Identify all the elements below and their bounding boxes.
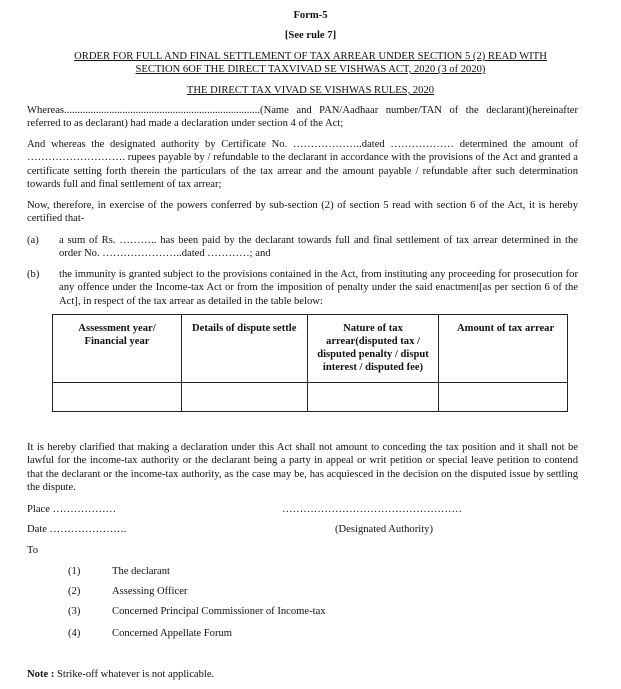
rule-reference: [See rule 7] <box>284 30 337 41</box>
header-nature-of-tax-arrear: Nature of tax arrear(disputed tax / disputed penalty / disput interest / disputed fee) <box>308 315 439 383</box>
table-cell[interactable] <box>53 383 182 412</box>
table-cell[interactable] <box>308 383 439 412</box>
header-details-of-dispute: Details of dispute settle <box>182 315 308 383</box>
date-field: Date …………………. <box>27 524 127 535</box>
now-therefore-paragraph: Now, therefore, in exercise of the powers conferred by sub-section (2) of section 5 read with section 6 of the Act, it is hereby certified that- <box>27 200 578 225</box>
header-amount-of-tax-arrear: Amount of tax arrear <box>439 315 568 383</box>
header-assessment-year: Assessment year/ Financial year <box>53 315 182 383</box>
place-field: Place ……………… <box>27 504 117 515</box>
form-title: Form-5 <box>293 10 328 21</box>
table-row <box>53 383 568 412</box>
clause-b-text: the immunity is granted subject to the provisions contained in the Act, from instituting any proceeding for prosecution for any offence under the Income-tax Act or from the imposition of penalty under the said enactment[as per section 6 of the Act], in respect of the tax arrear as detailed in the table below: <box>59 269 578 307</box>
recipient-name: Concerned Principal Commissioner of Income-tax <box>112 606 326 617</box>
recipient-name: Concerned Appellate Forum <box>112 628 233 639</box>
note <box>27 668 214 681</box>
note-text: Strike-off whatever is not applicable. <box>54 669 215 680</box>
tax-arrear-table <box>52 314 568 412</box>
table-cell[interactable] <box>182 383 308 412</box>
clause-b-label: (b) <box>27 269 40 280</box>
order-title-line-2: SECTION 6OF THE DIRECT TAXVIVAD SE VISHWAS ACT, 2020 (3 of 2020) <box>135 64 486 75</box>
and-whereas-paragraph: And whereas the designated authority by Certificate No. ………………..dated ……………… determined the amount of ………………………. rupees payable by / refundable to the declarant in accordance with the provisions of the Act and granted a certificate setting forth therein the particulars of the tax arrear and the amount payable / refundable after such determination towards full and final settlement of tax arrear; <box>27 139 578 191</box>
recipient-number: (4) <box>68 628 81 639</box>
rules-title: THE DIRECT TAX VIVAD SE VISHWAS RULES, 2020 <box>186 85 435 96</box>
recipient-name: The declarant <box>112 566 170 577</box>
to-label: To <box>27 545 39 556</box>
recipient-number: (1) <box>68 566 81 577</box>
signature-line: …………………………………………… <box>282 504 463 515</box>
clarification-paragraph: It is hereby clarified that making a declaration under this Act shall not amount to conceding the tax position and it shall not be lawful for the income-tax authority or the declarant being a party in appeal or writ petition or special leave petition to contend that the declarant or the income-tax authority, as the case may be, has acquiesced in the decision on the disputed issue by settling the dispute. <box>27 442 578 494</box>
table-header-row <box>53 315 568 383</box>
clause-a-label: (a) <box>27 235 39 246</box>
order-title-line-1: ORDER FOR FULL AND FINAL SETTLEMENT OF TAX ARREAR UNDER SECTION 5 (2) READ WITH <box>74 51 547 62</box>
recipient-name: Assessing Officer <box>112 586 188 597</box>
designated-authority-label: (Designated Authority) <box>335 524 433 535</box>
table-cell[interactable] <box>439 383 568 412</box>
recipient-number: (2) <box>68 586 81 597</box>
note-label: Note : <box>27 669 55 680</box>
recipient-number: (3) <box>68 606 81 617</box>
clause-a-text: a sum of Rs. ……….. has been paid by the declarant towards full and final settlement of tax arrear determined in the order No. …………………..dated …………; and <box>59 235 578 260</box>
whereas-paragraph: Whereas..........................................................................(Name and PAN/Aadhaar number/TAN of the declarant)(hereinafter referred to as declarant) had made a declaration under section 4 of the Act; <box>27 105 578 130</box>
